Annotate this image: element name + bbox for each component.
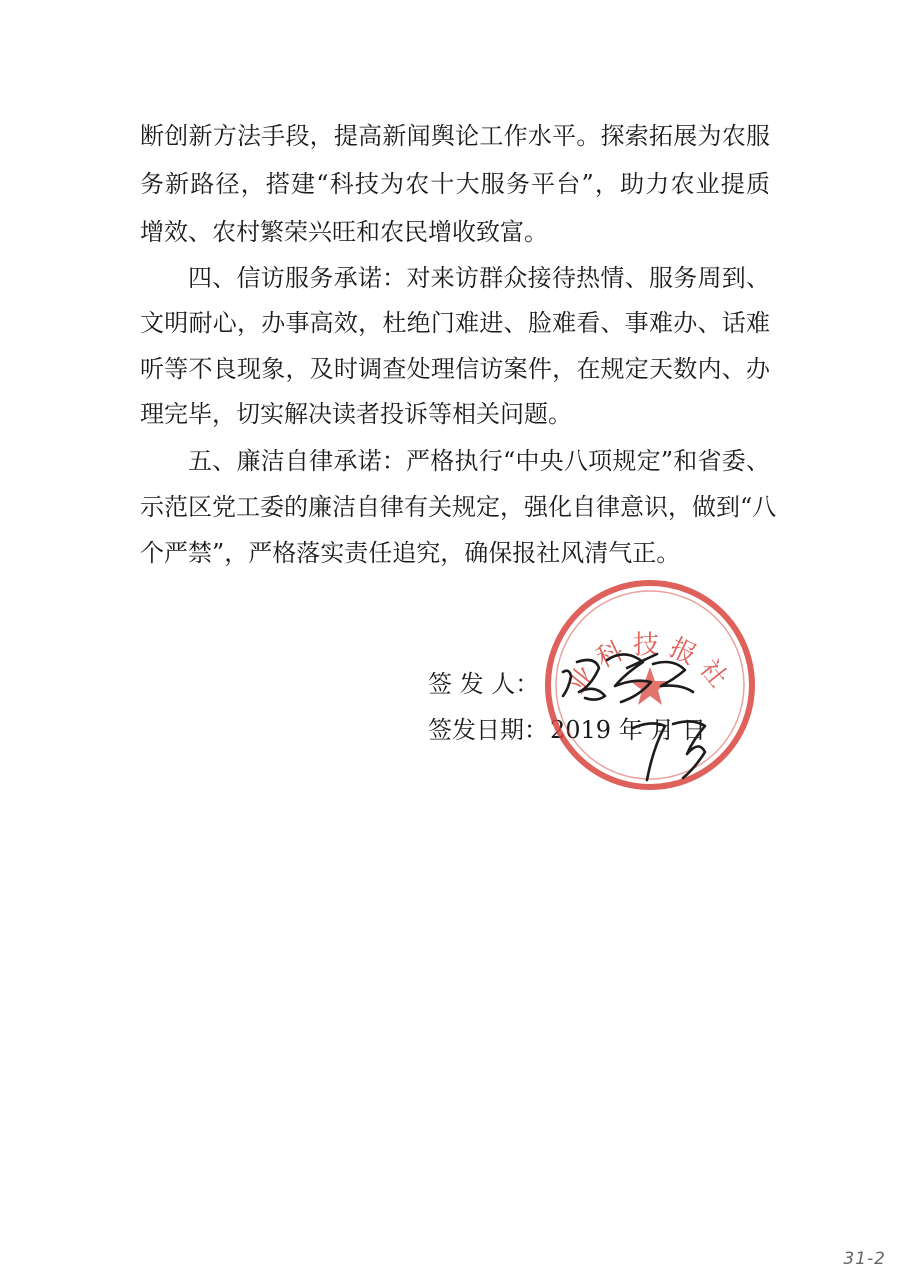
date-label: 签发日期： bbox=[428, 716, 548, 744]
body-line: 务新路径，搭建“科技为农十大服务平台”，助力农业提质 bbox=[140, 170, 770, 198]
body-line: 个严禁”，严格落实责任追究，确保报社风清气正。 bbox=[140, 539, 681, 567]
page-number-mark: 31-2 bbox=[843, 1249, 886, 1269]
body-line: 四、信访服务承诺：对来访群众接待热情、服务周到、 bbox=[188, 264, 770, 292]
body-line: 五、廉洁自律承诺：严格执行“中央八项规定”和省委、 bbox=[188, 447, 770, 475]
svg-text:业科技报社: 业科技报社 bbox=[562, 630, 738, 700]
date-value: 2019 年 月 日 bbox=[550, 716, 706, 744]
body-line: 理完毕，切实解决读者投诉等相关问题。 bbox=[140, 400, 572, 428]
issuer-label: 签 发 人： bbox=[428, 670, 540, 698]
body-line: 增效、农村繁荣兴旺和农民增收致富。 bbox=[140, 218, 548, 246]
body-line: 听等不良现象，及时调查处理信访案件，在规定天数内、办 bbox=[140, 355, 770, 383]
issuer-row bbox=[428, 668, 550, 700]
body-line: 示范区党工委的廉洁自律有关规定，强化自律意识，做到“八 bbox=[140, 493, 777, 521]
body-line: 文明耐心，办事高效，杜绝门难进、脸难看、事难办、话难 bbox=[140, 309, 770, 337]
body-line: 断创新方法手段，提高新闻舆论工作水平。探索拓展为农服 bbox=[140, 122, 770, 150]
handwritten-signature bbox=[555, 640, 715, 790]
